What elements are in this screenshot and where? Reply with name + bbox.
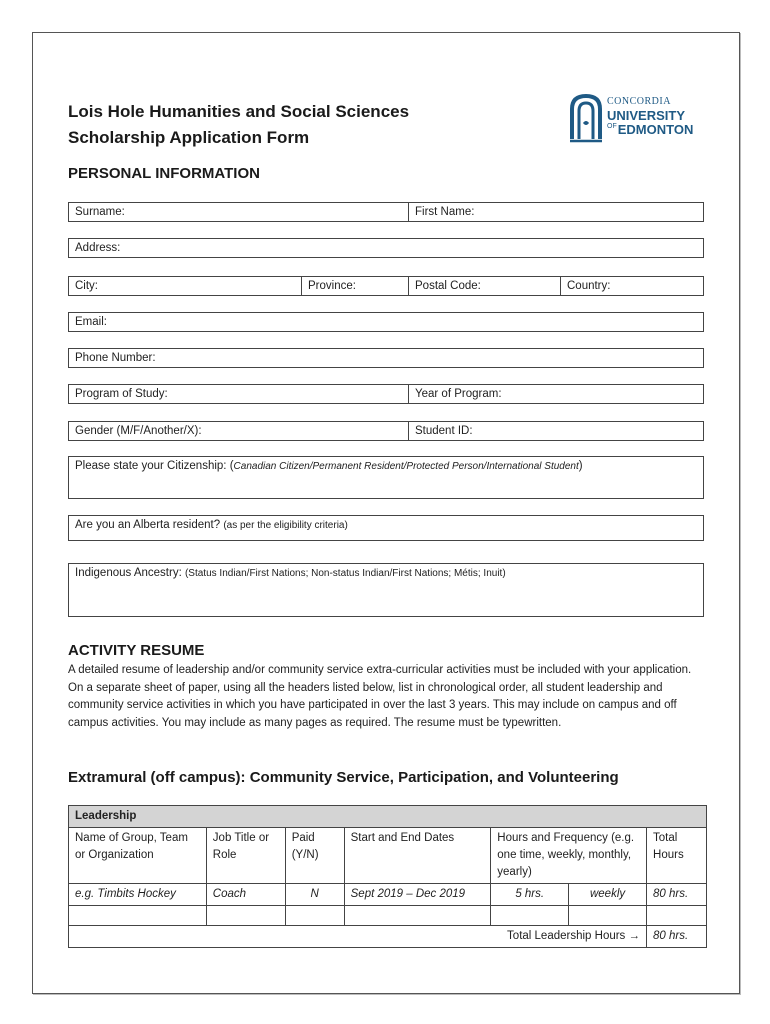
- country-field[interactable]: Country:: [567, 280, 611, 292]
- city-field[interactable]: City:: [69, 277, 302, 295]
- table-header-row: [69, 828, 707, 884]
- form-page: [32, 32, 740, 994]
- alberta-resident-field[interactable]: Are you an Alberta resident? (as per the eligibility criteria): [75, 519, 348, 531]
- personal-info-heading: PERSONAL INFORMATION: [68, 165, 260, 182]
- email-field[interactable]: Email:: [75, 316, 107, 328]
- alberta-note: (as per the eligibility criteria): [223, 520, 348, 531]
- entry-hours-cell[interactable]: [491, 906, 569, 926]
- phone-row: [68, 348, 704, 368]
- gender-row: [68, 421, 704, 441]
- total-leadership-label: Total Leadership Hours →: [69, 926, 647, 948]
- logo-line-1: CONCORDIA: [607, 96, 671, 107]
- example-paid: N: [285, 884, 344, 906]
- name-row: [68, 202, 704, 222]
- program-field[interactable]: Program of Study:: [69, 385, 409, 403]
- leadership-section-label: Leadership: [69, 806, 707, 828]
- activity-instructions: A detailed resume of leadership and/or community service extra-curricular activities must be included with your application. On a separate sheet of paper, using all the headers listed below, list in chronological order, all student leadership and community service activities in which you have participated in over the last 3 years. This may include on campus and off campus activities. You may include as many pages as required. The resume must be typewritten.: [68, 664, 692, 729]
- total-row: [69, 926, 707, 948]
- entry-role-cell[interactable]: [206, 906, 285, 926]
- indigenous-row: [68, 563, 704, 617]
- year-field[interactable]: Year of Program:: [415, 388, 502, 400]
- student-id-field[interactable]: Student ID:: [415, 425, 473, 437]
- example-group: e.g. Timbits Hockey: [69, 884, 207, 906]
- entry-dates-cell[interactable]: [344, 906, 491, 926]
- col-total-header: Total Hours: [647, 828, 707, 884]
- table-row: [69, 906, 707, 926]
- col-group-header: Name of Group, Team or Organization: [69, 828, 207, 884]
- logo-line-3: $^{OF}$EDMONTON: [607, 122, 694, 137]
- col-role-header: Job Title or Role: [206, 828, 285, 884]
- university-logo: [569, 93, 709, 145]
- gender-field[interactable]: Gender (M/F/Another/X):: [69, 422, 409, 440]
- citizenship-field[interactable]: Please state your Citizenship: (Canadian Citizen/Permanent Resident/Protected Person/International Student): [75, 460, 583, 472]
- citizenship-row: [68, 456, 704, 499]
- logo-wordmark: [607, 97, 693, 136]
- program-row: [68, 384, 704, 404]
- entry-total-cell[interactable]: [647, 906, 707, 926]
- extramural-heading: Extramural (off campus): Community Service, Participation, and Volunteering: [68, 769, 619, 786]
- citizenship-options: Canadian Citizen/Permanent Resident/Protected Person/International Student: [233, 461, 579, 472]
- example-dates: Sept 2019 – Dec 2019: [344, 884, 491, 906]
- surname-field[interactable]: Surname:: [69, 203, 409, 221]
- logo-emblem-icon: [569, 93, 603, 143]
- example-total: 80 hrs.: [647, 884, 707, 906]
- location-row: [68, 276, 704, 296]
- col-paid-header: Paid (Y/N): [285, 828, 344, 884]
- address-field[interactable]: Address:: [75, 242, 121, 254]
- phone-field[interactable]: Phone Number:: [75, 352, 156, 364]
- example-role: Coach: [206, 884, 285, 906]
- title-line-1: Lois Hole Humanities and Social Sciences: [68, 102, 410, 121]
- col-dates-header: Start and End Dates: [344, 828, 491, 884]
- table-row: [69, 884, 707, 906]
- entry-group-cell[interactable]: [69, 906, 207, 926]
- form-title: [68, 99, 409, 151]
- activity-resume-heading: ACTIVITY RESUME: [68, 642, 205, 659]
- entry-paid-cell[interactable]: [285, 906, 344, 926]
- first-name-field[interactable]: First Name:: [415, 206, 475, 218]
- postal-code-field[interactable]: Postal Code:: [409, 277, 561, 295]
- entry-frequency-cell[interactable]: [569, 906, 647, 926]
- total-leadership-value: 80 hrs.: [647, 926, 707, 948]
- logo-line-2: UNIVERSITY: [607, 108, 686, 123]
- address-row: [68, 238, 704, 258]
- example-frequency: weekly: [569, 884, 647, 906]
- indigenous-note: (Status Indian/First Nations; Non-status Indian/First Nations; Métis; Inuit): [184, 568, 506, 579]
- indigenous-ancestry-field[interactable]: Indigenous Ancestry: (Status Indian/First Nations; Non-status Indian/First Nations; Métis; Inuit): [75, 567, 506, 579]
- title-line-2: Scholarship Application Form: [68, 128, 310, 147]
- email-row: [68, 312, 704, 332]
- alberta-row: [68, 515, 704, 541]
- province-field[interactable]: Province:: [302, 277, 409, 295]
- table-section-row: [69, 806, 707, 828]
- example-hours: 5 hrs.: [491, 884, 569, 906]
- leadership-table: [68, 805, 707, 948]
- col-hours-header: Hours and Frequency (e.g. one time, weekly, monthly, yearly): [491, 828, 647, 884]
